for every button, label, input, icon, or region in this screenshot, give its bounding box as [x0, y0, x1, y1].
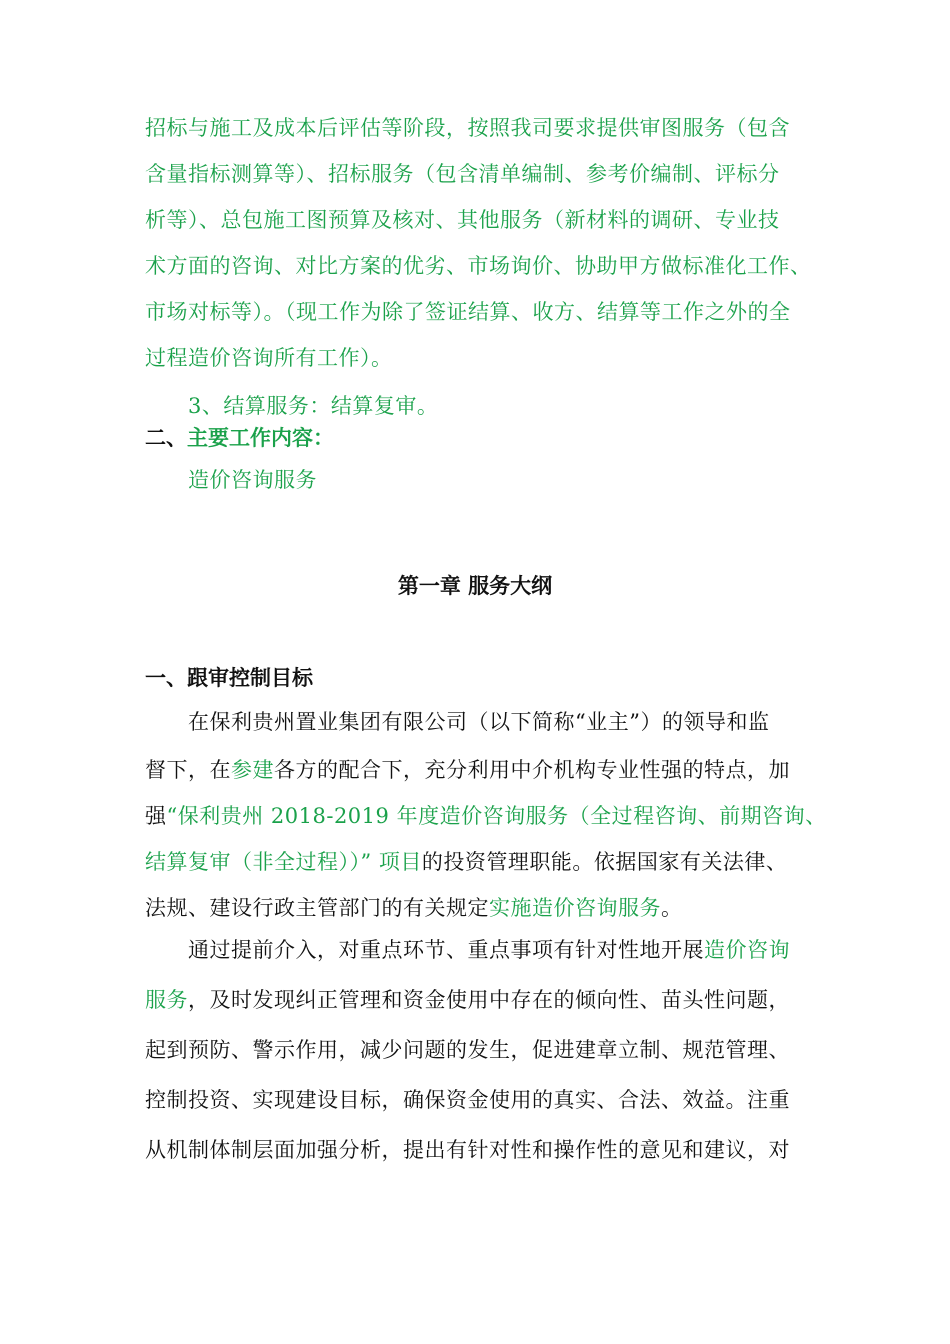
highlight-span: 服务	[145, 988, 188, 1012]
text-span: 的投资管理职能。依据国家有关法律、	[421, 850, 788, 874]
highlight-span: 结算复审（非全过程））” 项目	[145, 850, 422, 874]
paragraph-line	[145, 800, 827, 830]
list-item-3: 3、结算服务：结算复审。	[188, 394, 439, 418]
heading-number: 二、	[145, 425, 187, 450]
paragraph-line: 在保利贵州置业集团有限公司（以下简称“业主”）的领导和监	[188, 710, 770, 734]
highlight-span: 实施造价咨询服务	[489, 896, 661, 920]
paragraph-line	[145, 846, 787, 876]
section-body: 造价咨询服务	[188, 468, 317, 492]
text-span: 强	[145, 804, 167, 828]
paragraph-line: 从机制体制层面加强分析，提出有针对性和操作性的意见和建议，对	[145, 1138, 790, 1162]
paragraph-line	[188, 934, 790, 964]
paragraph-line	[145, 892, 683, 922]
paragraph-line	[145, 984, 790, 1014]
highlight-span: 参建	[231, 758, 274, 782]
highlight-span: “保利贵州 2018-2019 年度造价咨询服务（全过程咨询、前期咨询、	[166, 804, 827, 828]
paragraph-line: 控制投资、实现建设目标，确保资金使用的真实、合法、效益。注重	[145, 1088, 790, 1112]
chapter-title: 第一章 服务大纲	[397, 573, 553, 598]
text-span: 法规、建设行政主管部门的有关规定	[145, 896, 489, 920]
paragraph-line: 招标与施工及成本后评估等阶段，按照我司要求提供审图服务（包含	[145, 116, 790, 140]
text-span: 通过提前介入，对重点环节、重点事项有针对性地开展	[188, 938, 704, 962]
paragraph-line: 含量指标测算等）、招标服务（包含清单编制、参考价编制、评标分	[145, 162, 780, 186]
paragraph-line	[145, 754, 790, 784]
text-span: 。	[661, 896, 683, 920]
text-span: 督下，在	[145, 758, 231, 782]
text-span: ，及时发现纠正管理和资金使用中存在的倾向性、苗头性问题，	[188, 988, 790, 1012]
section-heading-1: 一、跟审控制目标	[145, 665, 313, 690]
heading-text: 主要工作内容：	[187, 425, 334, 450]
paragraph-line: 市场对标等）。（现工作为除了签证结算、收方、结算等工作之外的全	[145, 300, 791, 324]
paragraph-line: 起到预防、警示作用，减少问题的发生，促进建章立制、规范管理、	[145, 1038, 790, 1062]
paragraph-line: 术方面的咨询、对比方案的优劣、市场询价、协助甲方做标准化工作、	[145, 254, 812, 278]
text-span: 各方的配合下，充分利用中介机构专业性强的特点，加	[274, 758, 790, 782]
paragraph-line: 过程造价咨询所有工作）。	[145, 346, 393, 370]
section-heading-2	[145, 422, 334, 452]
paragraph-line: 析等）、总包施工图预算及核对、其他服务（新材料的调研、专业技	[145, 208, 780, 232]
highlight-span: 造价咨询	[704, 938, 790, 962]
